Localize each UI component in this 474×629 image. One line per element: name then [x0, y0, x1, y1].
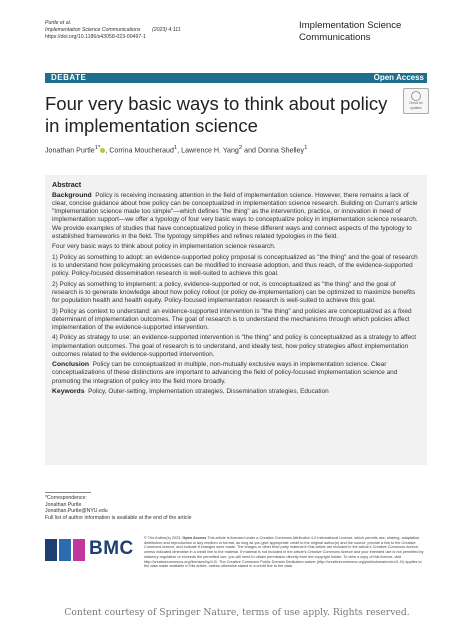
- author-affil: 1: [173, 145, 178, 151]
- logo-bar-1: [45, 539, 57, 561]
- author-affil: 1: [304, 145, 308, 151]
- header-doi[interactable]: https://doi.org/10.1186/s43058-023-00497-1: [45, 34, 146, 40]
- orcid-icon[interactable]: [100, 148, 105, 153]
- footnote-divider: [45, 492, 91, 493]
- header-year-issue: (2023) 4:111: [151, 27, 181, 33]
- abstract-conclusion: [52, 361, 420, 385]
- abstract-item-3: 3) Policy as context to understand: an evidence-supported intervention is "the thing" and policies are conceptualized as a fixed determinant of implementation outcomes. The goal of research is to understand the mechanisms through which policies affect implementation of the evidence-supported intervention.: [52, 307, 412, 331]
- title-line2: in implementation science: [45, 114, 258, 136]
- license-open-access: Open Access: [182, 536, 207, 540]
- background-text: Policy is receiving increasing attention in the field of implementation science. However, there remains a lack of clear, concise guidance about how policy can be conceptualized in implementation science research. Building on Curran's article "Implementation science made too simple"—which defines "the thing" as the intervention, practice, or innovation in need of implementation support—we offer a typology of four very basic ways to conceptualize policy in implementation science research. We provide examples of studies that have conceptualized policy in these different ways and connect aspects of the typology to established frameworks in the field. The typology simplifies and refines related typologies in the field.: [52, 192, 418, 240]
- correspondence-name: Jonathan Purtle: [45, 501, 82, 508]
- author-name[interactable]: Donna Shelley: [257, 146, 305, 155]
- license-body: This article is licensed under a Creative Commons Attribution 4.0 International License, which permits use, sharing, adaptation, distribution and reproduction in any medium or format, as long as you give appropriate credit to the original author(s) and the source, provide a link to the Creative Commons licence, and indicate if changes were made. The images or other third party material in this article are included in the article's Creative Commons licence, unless indicated otherwise in a credit line to the material. If material is not included in the article's Creative Commons licence and your intended use is not permitted by statutory regulation or exceeds the permitted use, you will need to obtain permission directly from the copyright holder. To view a copy of this licence, visit http://creativecommons.org/licenses/by/4.0/. The Creative Commons Public Domain Dedication waiver (http://creativecommons.org/publicdomain/zero/1.0/) applies to the data made available in this article, unless otherwise stated in a credit line to the data.: [144, 536, 424, 569]
- abstract-background: [52, 192, 420, 241]
- copyright: © The Author(s) 2023.: [144, 536, 182, 540]
- running-header: [45, 20, 181, 41]
- article-type: DEBATE: [51, 73, 87, 82]
- author-name[interactable]: Lawrence H. Yang: [181, 146, 239, 155]
- correspondence-note: Full list of author information is available at the end of the article: [45, 514, 192, 521]
- article-type-banner: [45, 73, 427, 83]
- journal-name-line1: Implementation Science: [299, 20, 402, 31]
- abstract-keywords: [52, 388, 420, 396]
- keywords-label: Keywords: [52, 388, 85, 396]
- journal-name-line2: Communications: [299, 31, 371, 43]
- bmc-logo: [45, 539, 133, 561]
- updates-label-line1: Check for: [409, 101, 423, 105]
- header-journal-line: [45, 27, 181, 34]
- license-text: [144, 536, 427, 569]
- correspondence-label: *Correspondence:: [45, 495, 87, 501]
- background-label: Background: [52, 192, 92, 199]
- abstract-item-4: 4) Policy as strategy to use: an evidence-supported intervention is "the thing" and policy is conceptualized as a strategy to affect implementation outcomes. The goal of research is to understand, and ideally test, how policy strategies affect implementation outcomes related to the evidence-supported intervention.: [52, 334, 417, 358]
- updates-label-line2: updates: [410, 105, 422, 110]
- title-line1: Four very basic ways to think about policy: [45, 93, 388, 114]
- logo-bar-3: [73, 539, 85, 561]
- author-name[interactable]: Jonathan Purtle: [45, 146, 95, 155]
- author-affil: 2: [238, 145, 243, 151]
- abstract-item-1: 1) Policy as something to adopt: an evidence-supported policy proposal is conceptualized as "the thing" and the goal of research is to understand how policymaking processes can be modified to increase adoption, and thus reach, of the evidence-supported policy. Policy-focused dissemination research is well-suited to achieve this goal.: [52, 253, 418, 278]
- abstract-intro: Four very basic ways to think about policy in implementation science research.: [52, 243, 276, 251]
- logo-text: BMC: [89, 538, 134, 559]
- abstract-item-2: 2) Policy as something to implement: a policy, evidence-supported or not, is conceptualized as "the thing" and the goal of research is to generate knowledge about how policy rollout (or policy de-implementation) can be optimized to maximize benefits for population health and health equity. Policy-focused implementation research is well-suited to achieve this goal.: [52, 280, 416, 305]
- open-access-label: Open Access: [373, 73, 424, 82]
- check-for-updates-badge[interactable]: [403, 88, 429, 114]
- abstract-heading: Abstract: [52, 180, 82, 189]
- header-authors: Purtle et al.: [45, 20, 72, 26]
- author-name[interactable]: Corrina Moucheraud: [109, 146, 174, 155]
- conclusion-text: Policy can be conceptualized in multiple, non-mutually exclusive ways in implementation science. Clear conceptualizations of these distinctions are important to advancing the field of policy-focused implementation science and promoting the integration of policy into the field more broadly.: [52, 361, 398, 385]
- author-affil: 1*: [94, 145, 101, 151]
- header-journal: Implementation Science Communications: [45, 27, 141, 33]
- author-list: Jonathan Purtle$^{1*}$ , Corrina Moucheraud$^1$, Lawrence H. Yang$^2$ and Donna Shelley$^1$: [45, 145, 308, 155]
- conclusion-label: Conclusion: [52, 361, 90, 369]
- courtesy-footer: Content courtesy of Springer Nature, terms of use apply. Rights reserved.: [64, 607, 410, 618]
- updates-icon: [411, 91, 421, 101]
- abstract-box: [45, 175, 427, 465]
- journal-name: [299, 20, 429, 43]
- logo-bar-2: [59, 539, 71, 561]
- keywords-text: Policy, Outer-setting, Implementation strategies, Dissemination strategies, Education: [88, 388, 329, 396]
- article-title: [45, 93, 390, 136]
- correspondence-email[interactable]: Jonathan.Purtle@NYU.edu: [45, 508, 108, 515]
- correspondence: [45, 495, 191, 521]
